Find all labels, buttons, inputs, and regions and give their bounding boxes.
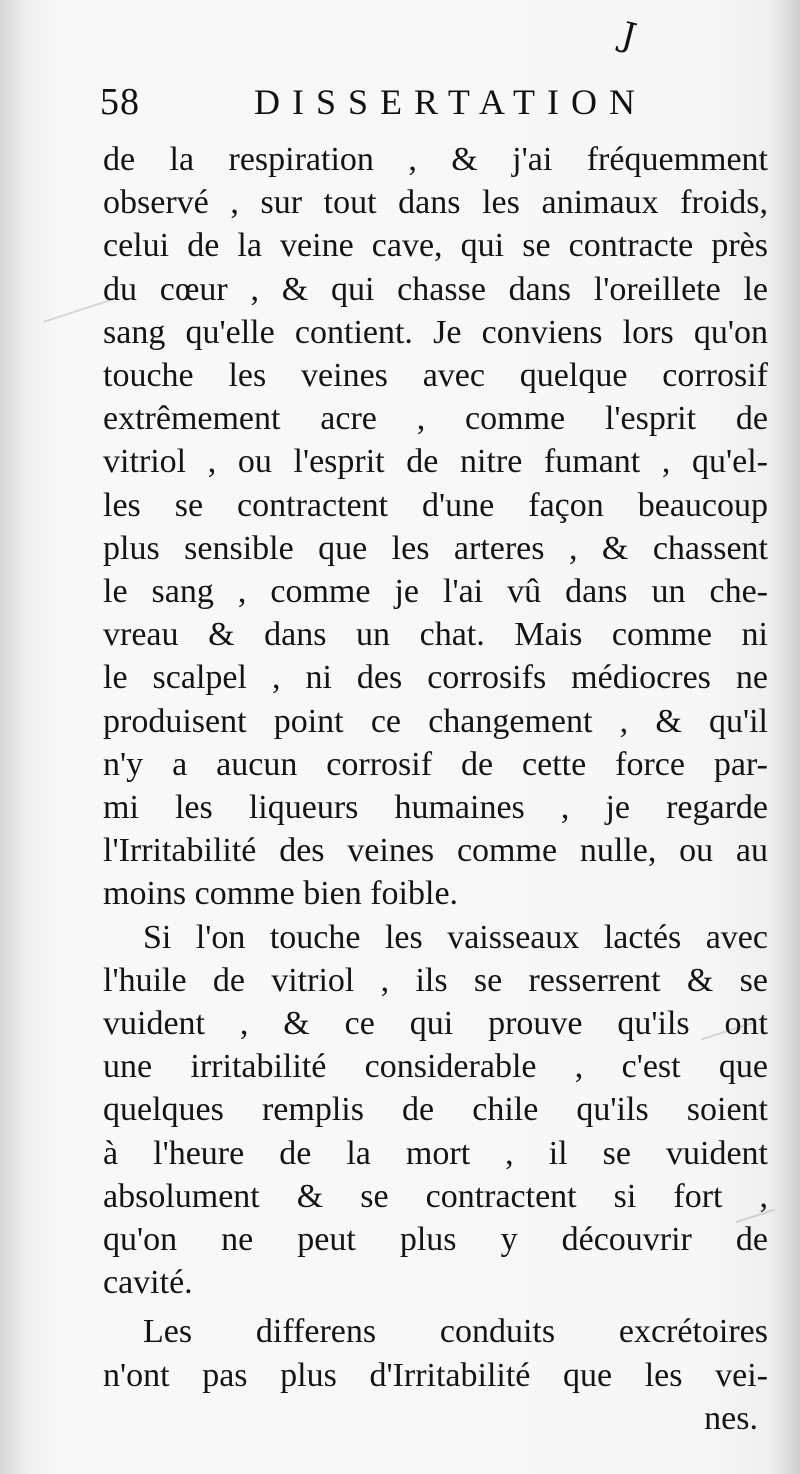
- text-line: une irritabilité considerable , c'est que: [103, 1048, 768, 1086]
- text-line: de la respiration , & j'ai fréquemment: [103, 141, 768, 178]
- text-line: n'ont pas plus d'Irritabilité que les vei-: [103, 1356, 768, 1394]
- catchword: nes.: [704, 1399, 758, 1437]
- text-line: absolument & se contractent si fort ,: [103, 1177, 768, 1215]
- text-line: le scalpel , ni des corrosifs médiocres ne: [103, 659, 768, 697]
- text-line: celui de la veine cave, qui se contracte près: [103, 227, 768, 265]
- text-line: Si l'on touche les vaisseaux lactés avec: [143, 918, 768, 956]
- text-line: moins comme bien foible.: [103, 875, 459, 913]
- text-line: vitriol , ou l'esprit de nitre fumant , qu'el-: [103, 443, 768, 481]
- text-line: mi les liqueurs humaines , je regarde: [103, 789, 768, 827]
- text-line: à l'heure de la mort , il se vuident: [103, 1134, 768, 1172]
- text-line: quelques remplis de chile qu'ils soient: [103, 1091, 768, 1129]
- text-line: vuident , & ce qui prouve qu'ils ont: [103, 1005, 768, 1043]
- text-line: vreau & dans un chat. Mais comme ni: [103, 616, 768, 654]
- text-line: du cœur , & qui chasse dans l'oreillete le: [103, 270, 768, 308]
- text-line: l'huile de vitriol , ils se resserrent & se: [103, 961, 768, 999]
- text-line: touche les veines avec quelque corrosif: [103, 357, 768, 395]
- corner-mark: J: [617, 14, 641, 57]
- text-line: l'Irritabilité des veines comme nulle, ou au: [103, 832, 768, 870]
- text-line: les se contractent d'une façon beaucoup: [103, 486, 768, 524]
- body-text: [103, 138, 768, 1438]
- text-line: observé , sur tout dans les animaux froids,: [103, 184, 768, 222]
- text-line: qu'on ne peut plus y découvrir de: [103, 1221, 768, 1259]
- paper-speck: [43, 299, 110, 323]
- running-header: [100, 80, 660, 130]
- running-title: DISSERTATION: [254, 82, 647, 122]
- text-line: extrêmement acre , comme l'esprit de: [103, 400, 768, 438]
- text-line: plus sensible que les arteres , & chassent: [103, 529, 768, 567]
- text-line: cavité.: [103, 1264, 193, 1302]
- text-line: produisent point ce changement , & qu'il: [103, 702, 768, 740]
- text-line: le sang , comme je l'ai vû dans un che-: [103, 573, 768, 611]
- text-line: n'y a aucun corrosif de cette force par-: [103, 745, 768, 783]
- text-line: Les differens conduits excrétoires: [143, 1313, 768, 1351]
- text-line: sang qu'elle contient. Je conviens lors qu'on: [103, 313, 768, 351]
- page-number: 58: [100, 81, 140, 123]
